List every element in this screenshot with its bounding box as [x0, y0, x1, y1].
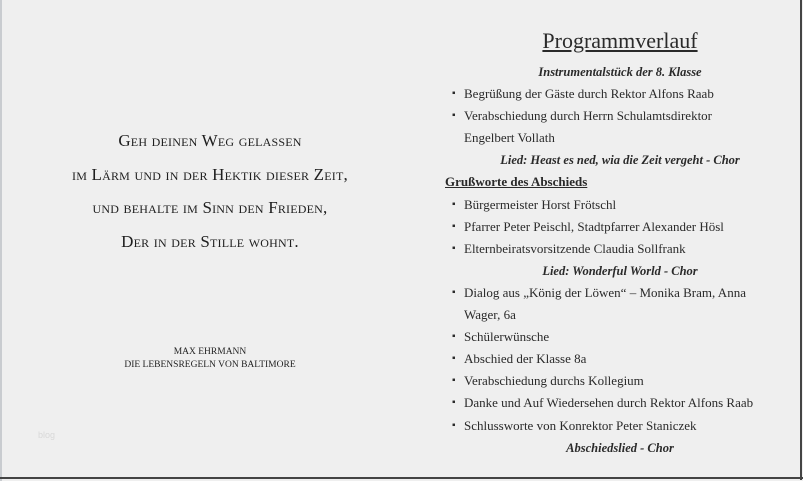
source-title: DIE LEBENSREGELN VON BALTIMORE: [124, 360, 296, 370]
program-item-continuation: Engelbert Vollath: [464, 130, 555, 146]
bullet-icon: ▪: [452, 419, 456, 431]
bullet-icon: ▪: [452, 88, 456, 100]
program-item-text: Elternbeiratsvorsitzende Claudia Sollfrank: [464, 240, 686, 256]
program-item-text: Pfarrer Peter Peischl, Stadtpfarrer Alexander Hösl: [464, 218, 724, 234]
program-item-text: Abschied der Klasse 8a: [464, 351, 587, 367]
program-item-text: Danke und Auf Wiedersehen durch Rektor Alfons Raab: [464, 395, 754, 411]
program-subheading: Lied: Wonderful World - Chor: [542, 263, 698, 278]
author-name: MAX EHRMANN: [173, 347, 247, 357]
bullet-icon: ▪: [452, 110, 456, 122]
program-item: [445, 370, 795, 392]
program-section-heading: Grußworte des Abschieds: [445, 174, 588, 190]
bullet-icon: ▪: [452, 220, 456, 232]
program-item: [445, 105, 795, 149]
quote: [0, 124, 420, 258]
bullet-icon: ▪: [452, 353, 456, 365]
bullet-icon: ▪: [452, 397, 456, 409]
program-item: [445, 83, 795, 105]
program-subheading: Instrumentalstück der 8. Klasse: [538, 65, 702, 79]
program-item: [445, 282, 795, 326]
program-item-text: Schülerwünsche: [464, 329, 550, 345]
program-item: [445, 392, 795, 414]
program-item-continuation: Wager, 6a: [464, 307, 516, 323]
program-item: [445, 216, 795, 238]
program-item: [445, 415, 795, 437]
bullet-icon: ▪: [452, 286, 456, 298]
program-item: [445, 194, 795, 216]
program-item: [445, 326, 795, 348]
program-item-text: Dialog aus „König der Löwen“ – Monika Bram, Anna: [464, 284, 746, 300]
quote-line: Geh deinen Weg gelassen: [118, 131, 302, 150]
program-item: [445, 348, 795, 370]
program-item-text: Verabschiedung durch Herrn Schulamtsdirektor: [464, 108, 713, 124]
right-page: [420, 0, 801, 478]
bullet-icon: ▪: [452, 242, 456, 254]
watermark: blog: [38, 430, 56, 440]
program-item-text: Bürgermeister Horst Frötschl: [464, 196, 617, 212]
program-item: [445, 238, 795, 260]
program-subheading: Lied: Heast es ned, wia die Zeit vergeht - Chor: [500, 153, 740, 168]
bullet-icon: ▪: [452, 331, 456, 343]
program-list: [445, 61, 795, 459]
program-subheading: Abschiedslied - Chor: [566, 440, 674, 455]
attribution: [0, 346, 420, 372]
quote-line: im Lärm und in der Hektik dieser Zeit,: [72, 164, 348, 184]
program-item-text: Verabschiedung durchs Kollegium: [464, 373, 644, 389]
program-item-text: Begrüßung der Gäste durch Rektor Alfons Raab: [464, 86, 714, 102]
program-item-text: Schlussworte von Konrektor Peter Staniczek: [464, 417, 697, 433]
quote-line: und behalte im Sinn den Frieden,: [92, 198, 328, 217]
bullet-icon: ▪: [452, 198, 456, 210]
bullet-icon: ▪: [452, 375, 456, 387]
quote-line: Der in der Stille wohnt.: [121, 231, 299, 251]
program-title: Programmverlauf: [542, 28, 698, 53]
